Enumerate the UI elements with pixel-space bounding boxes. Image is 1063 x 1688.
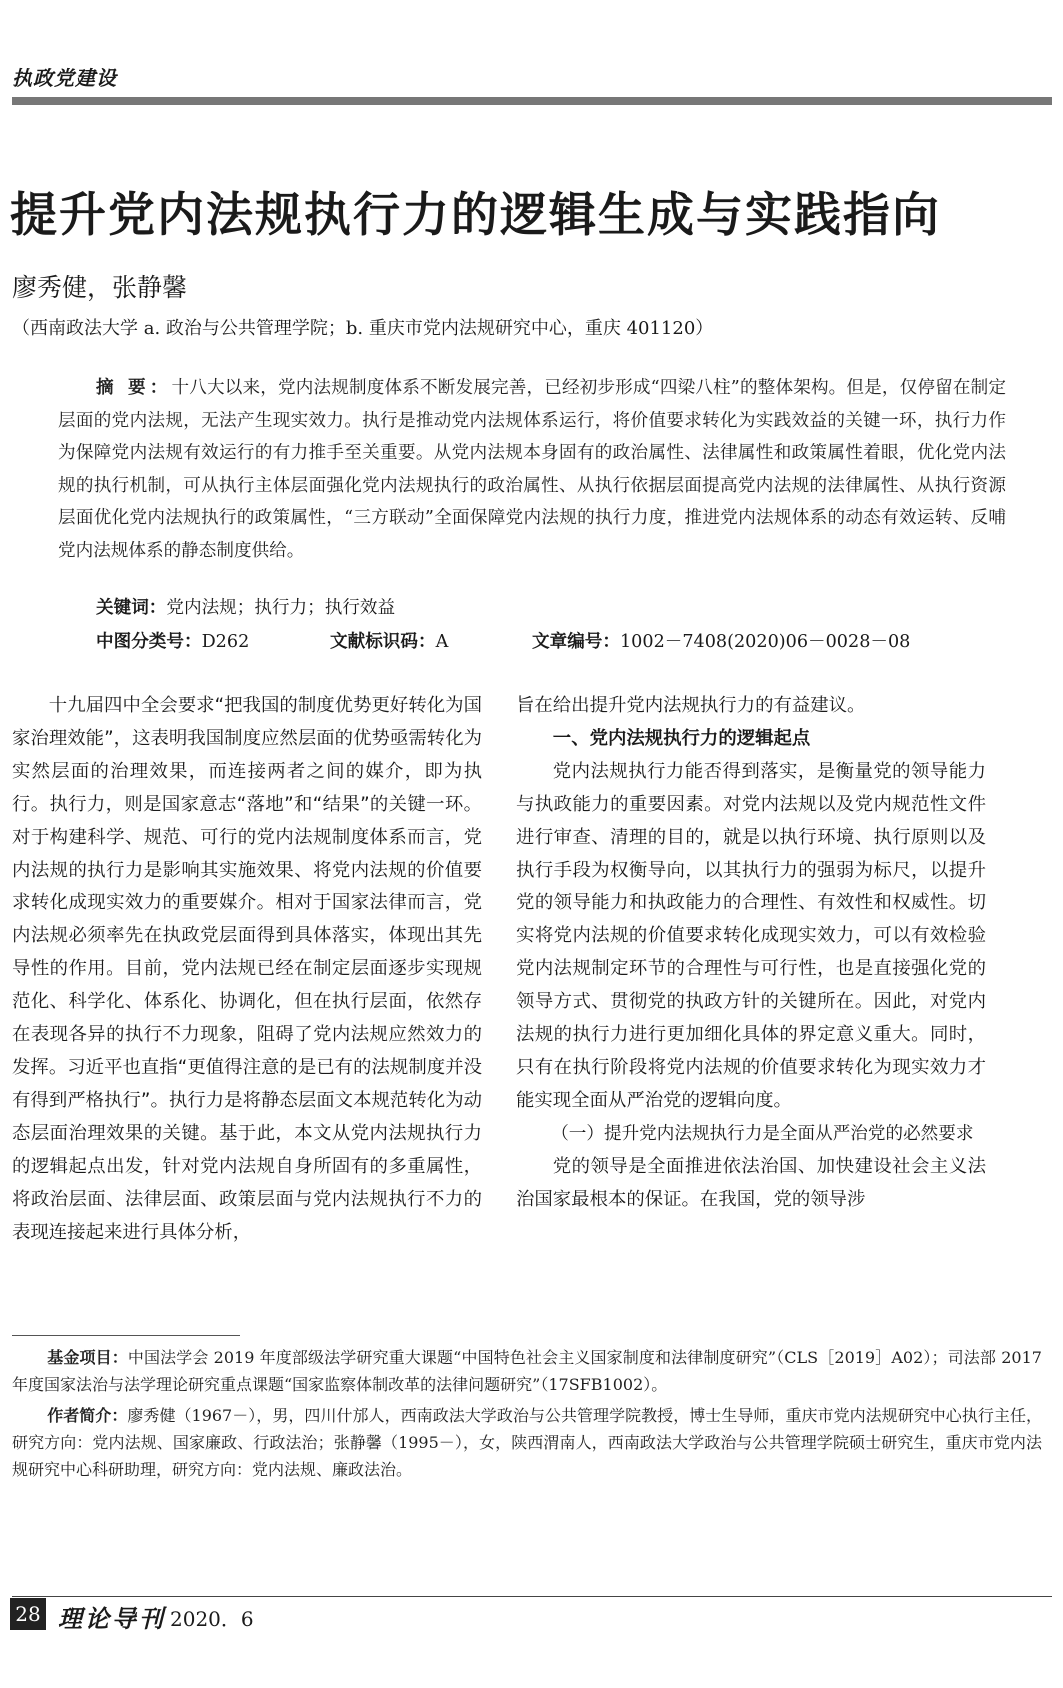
keywords-text: 党内法规；执行力；执行效益 [166, 598, 396, 618]
body-paragraph-continued: 旨在给出提升党内法规执行力的有益建议。 [516, 695, 866, 716]
article-no-label: 文章编号： [532, 632, 620, 652]
body-left-column [12, 690, 482, 1249]
author-affiliation: （西南政法大学 a. 政治与公共管理学院；b. 重庆市党内法规研究中心，重庆 401120） [12, 318, 714, 339]
article-title: 提升党内法规执行力的逻辑生成与实践指向 [10, 188, 941, 243]
footnotes [12, 1344, 1042, 1487]
clc-label: 中图分类号： [96, 632, 202, 652]
fund-note [12, 1344, 1042, 1398]
body-paragraph: 党的领导是全面推进依法治国、加快建设社会主义法治国家最根本的保证。在我国，党的领导涉 [516, 1155, 986, 1210]
abstract-text: 十八大以来，党内法规制度体系不断发展完善，已经初步形成“四梁八柱”的整体架构。但是，仅停留在制定层面的党内法规，无法产生现实效力。执行是推动党内法规体系运行，将价值要求转化为实践效益的关键一环，执行力作为保障党内法规有效运行的有力推手至关重要。从党内法规本身固有的政治属性、法律属性和政策属性着眼，优化党内法规的执行机制，可从执行主体层面强化党内法规执行的政治属性、从执行依据层面提高党内法规的法律属性、从执行资源层面优化党内法规执行的政策属性，“三方联动”全面保障党内法规的执行力度，推进党内法规体系的动态有效运转、反哺党内法规体系的静态制度供给。 [58, 378, 1006, 561]
document-code [330, 628, 448, 653]
body-paragraph: 十九届四中全会要求“把我国的制度优势更好转化为国家治理效能”，这表明我国制度应然层面的优势亟需转化为实然层面的治理效果，而连接两者之间的媒介，即为执行。执行力，则是国家意志“落地”和“结果”的关键一环。对于构建科学、规范、可行的党内法规制度体系而言，党内法规的执行力是影响其实施效果、将党内法规的价值要求转化成现实效力的重要媒介。相对于国家法律而言，党内法规必须率先在执政党层面得到具体落实，体现出其先导性的作用。目前，党内法规已经在制定层面逐步实现规范化、科学化、体系化、协调化，但在执行层面，依然存在表现各异的执行不力现象，阻碍了党内法规应然效力的发挥。习近平也直指“更值得注意的是已有的法规制度并没有得到严格执行”。执行力是将静态层面文本规范转化为动态层面治理效果的关键。基于此，本文从党内法规执行力的逻辑起点出发，针对党内法规自身所固有的多重属性，将政治层面、法律层面、政策层面与党内法规执行不力的表现连接起来进行具体分析， [12, 695, 482, 1243]
fund-label: 基金项目： [47, 1348, 128, 1367]
body-right-column [516, 690, 986, 1217]
issue-date: 2020．6 [170, 1607, 254, 1631]
section-heading: 一、党内法规执行力的逻辑起点 [552, 727, 811, 749]
clc-value: D262 [201, 632, 250, 652]
body-paragraph: 党内法规执行力能否得到落实，是衡量党的领导能力与执政能力的重要因素。对党内法规以及党内规范性文件进行审查、清理的目的，就是以执行环境、执行原则以及执行手段为权衡导向，以其执行力的强弱为标尺，以提升党的领导能力和执政能力的合理性、有效性和权威性。切实将党内法规的价值要求转化成现实效力，可以有效检验党内法规制定环节的合理性与可行性，也是直接强化党的领导方式、贯彻党的执政方针的关键所在。因此，对党内法规的执行力进行更加细化具体的界定意义重大。同时，只有在执行阶段将党内法规的价值要求转化为现实效力才能实现全面从严治党的逻辑向度。 [516, 760, 986, 1111]
clc-number [96, 628, 249, 653]
footer-divider [12, 1596, 1052, 1597]
keywords [96, 594, 395, 619]
footnote-divider [12, 1335, 240, 1336]
article-number [532, 628, 910, 653]
author-bio-label: 作者简介： [47, 1406, 128, 1425]
journal-name: 理论导刊 [58, 1604, 166, 1633]
subsection-heading: （一）提升党内法规执行力是全面从严治党的必然要求 [551, 1123, 974, 1144]
page-number: 28 [10, 1598, 46, 1630]
abstract [58, 372, 1006, 567]
article-no-value: 1002－7408(2020)06－0028－08 [619, 632, 911, 652]
doc-code-label: 文献标识码： [330, 632, 436, 652]
fund-text: 中国法学会 2019 年度部级法学研究重大课题“中国特色社会主义国家制度和法律制度研究”（CLS［2019］A02）；司法部 2017 年度国家法治与法学理论研究重点课题“国家监察体制改革的法律问题研究”（17SFB1002）。 [12, 1348, 1042, 1394]
abstract-label: 摘 要： [96, 378, 172, 398]
author-bio-text: 廖秀健（1967－），男，四川什邡人，西南政法大学政治与公共管理学院教授，博士生导师，重庆市党内法规研究中心执行主任，研究方向：党内法规、国家廉政、行政法治；张静馨（1995－），女，陕西渭南人，西南政法大学政治与公共管理学院硕士研究生，重庆市党内法规研究中心科研助理，研究方向：党内法规、廉政法治。 [12, 1406, 1042, 1479]
section-label: 执政党建设 [12, 66, 117, 90]
author-names: 廖秀健，张静馨 [12, 273, 188, 302]
keywords-label: 关键词： [96, 598, 167, 618]
header-divider [12, 97, 1052, 105]
doc-code-value: A [435, 632, 449, 652]
author-note [12, 1402, 1042, 1483]
